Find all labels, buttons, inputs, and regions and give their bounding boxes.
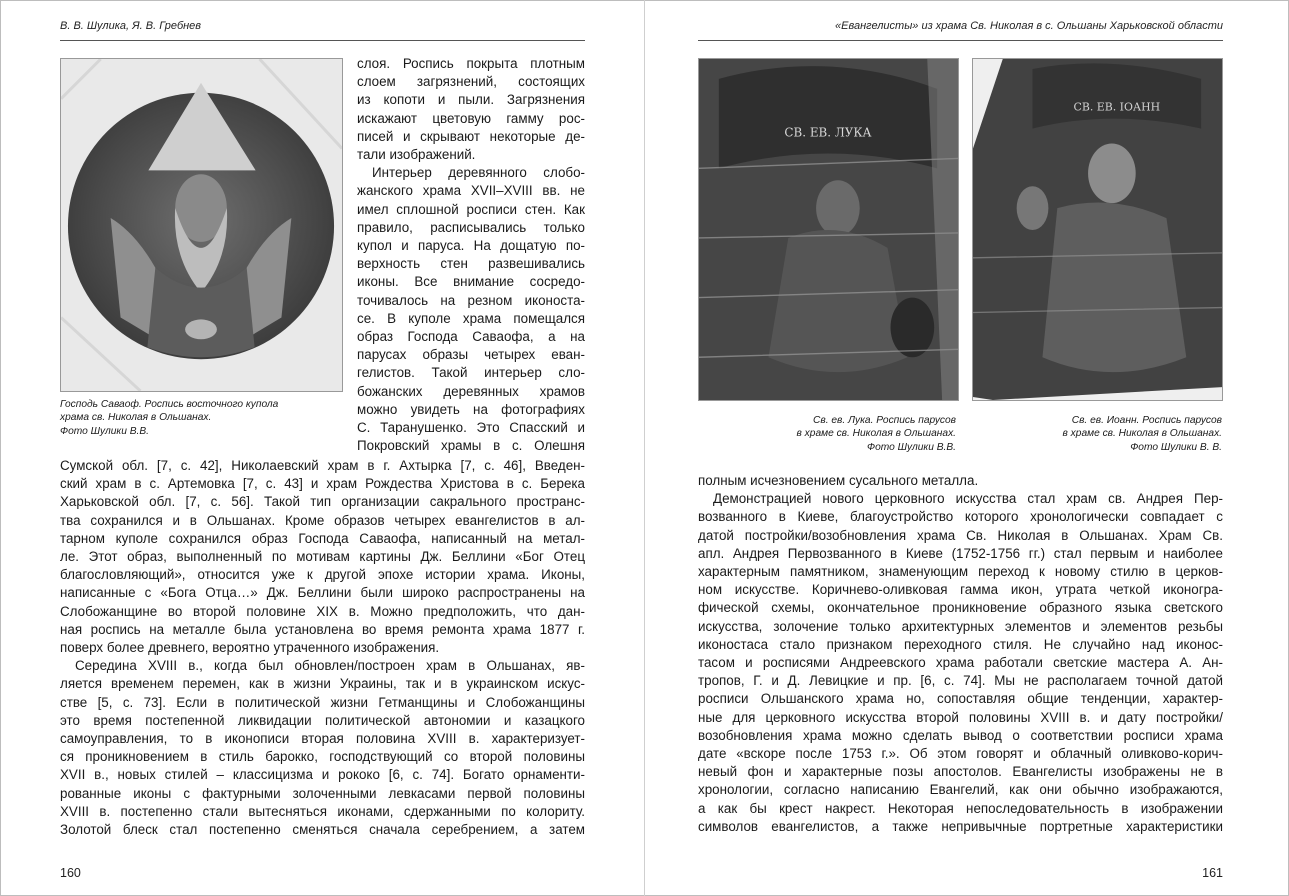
- text-line: образ Господа Саваофа, а на: [357, 329, 585, 344]
- text-line: XVIII в. постепенно стали вытесняться иконами, сдержанными по колориту.: [60, 803, 585, 819]
- text-line: иконостаса стало признаком переходного стиля. Не случайно над иконос-: [698, 636, 1223, 652]
- text-line: Покровский храмы в с. Олешня: [357, 438, 585, 454]
- text-line: Слобожанщине во второй половине XIX в. Можно предположить, что дан-: [60, 603, 585, 619]
- text-line: С. Таранушенко. Это Спасский и: [357, 420, 585, 435]
- caption-line: храма св. Николая в Ольшанах.: [60, 412, 212, 424]
- text-line: се. В куполе храма помещался: [357, 310, 585, 326]
- text-line: ле. Этот образ, выполненный по мотивам картины Дж. Беллини «Бог Отец: [60, 549, 585, 564]
- text-line: фической схемы, окончательное проникновение образного языка светского: [698, 600, 1223, 616]
- text-line: тва сохранился и в Ольшанах. Кроме образов четырех евангелистов в ал-: [60, 512, 585, 528]
- text-line: божанских деревянных храмов: [357, 383, 585, 399]
- text-line: Харьковской обл. [7, с. 56]. Такой тип организации сакрального пространс-: [60, 494, 585, 510]
- text-line: возобновления храма можно сделать вывод о соответствии росписи храма: [698, 727, 1223, 743]
- text-line: тасом и росписями Андреевского храма работали светские мастера А. Ан-: [698, 655, 1223, 670]
- right-page-number: 161: [1202, 866, 1223, 880]
- text-line: дате «вскоре после 1753 г.». Об этом говорят и облачный оливково-корич-: [698, 746, 1223, 761]
- text-line: иконы. Все внимание сосредо-: [357, 274, 585, 290]
- text-line: ные для церковного искусства второй половины XVIII в. и дату постройки/: [698, 709, 1223, 725]
- luke-image: [699, 59, 958, 400]
- text-line: жанского храма XVII–XVIII вв. не: [357, 183, 585, 199]
- text-line: из копоти и пыли. Загрязнения: [357, 92, 585, 108]
- left-running-head: В. В. Шулика, Я. В. Гребнев: [60, 20, 202, 32]
- right-running-head: «Евангелисты» из храма Св. Николая в с. Ольшаны Харьковской области: [835, 20, 1223, 32]
- caption-line: Господь Саваоф. Роспись восточного купола: [60, 399, 279, 410]
- text-line: символов евангелистов, а также непривычные портретные характеристики: [698, 818, 1223, 834]
- text-line: ский храм в с. Артемовка [7, с. 43] и храм Рождества Христова в с. Берека: [60, 476, 585, 492]
- text-line: поверх более древнего, вероятно утраченного изображения.: [60, 640, 440, 655]
- text-line: гелистов. Такой интерьер сло-: [357, 365, 585, 381]
- caption-line: Фото Шулики В.В.: [867, 441, 956, 453]
- text-line: полным исчезновением сусального металла.: [698, 473, 979, 488]
- john-image: [973, 59, 1222, 400]
- text-line: рованные иконы с фактурными золоченными левкасами первой половины: [60, 785, 585, 801]
- text-line: тарном куполе сохранился образ Господа Саваофа, написанный на метал-: [60, 530, 585, 546]
- text-line: искажают цветовую гамму рос-: [357, 110, 585, 126]
- text-line: апл. Андрея Первозванного в Киеве (1752-1756 гг.) стал первым и наиболее: [698, 545, 1223, 561]
- text-line: написанные с «Бога Отца…» Дж. Беллини были широко распространены на: [60, 585, 585, 601]
- caption-line: Св. ев. Иоанн. Роспись парусов: [1071, 415, 1222, 426]
- text-line: слоя. Роспись покрыта плотным: [357, 56, 585, 71]
- text-line: Интерьер деревянного слобо-: [372, 165, 585, 181]
- text-line: писей и скрывают некоторые де-: [357, 128, 585, 144]
- right-header-rule: [698, 40, 1223, 41]
- text-line: Сумской обл. [7, с. 42], Николаевский храм в г. Ахтырка [7, с. 46], Введен-: [60, 458, 585, 473]
- text-line: верхность стен развешивались: [357, 256, 585, 272]
- text-line: купол и паруса. На дощатую по-: [357, 238, 585, 253]
- luke-photo: [698, 58, 959, 401]
- text-line: точивалось на резном иконоста-: [357, 292, 585, 308]
- text-line: ляется временем перемен, как в жизни Украины, так и в украинском искус-: [60, 676, 585, 692]
- text-line: Середина XVIII в., когда был обновлен/построен храм в Ольшанах, яв-: [75, 658, 585, 674]
- text-line: тропов, Г. и Д. Левицкие и пр. [6, с. 74]. Мы не располагаем точной датой: [698, 673, 1223, 689]
- right-page: [645, 0, 1289, 896]
- text-line: росписи Ольшанского храма но, сопоставляя общие тенденции, характер-: [698, 691, 1223, 707]
- left-page: [0, 0, 644, 896]
- caption-line: Фото Шулики В.В.: [60, 425, 149, 437]
- caption-line: в храме св. Николая в Ольшанах.: [796, 428, 956, 440]
- john-photo: [972, 58, 1223, 401]
- text-line: возванного в Киеве, благоустройство которого хронологически совпадает с: [698, 509, 1223, 525]
- text-line: ная роспись на металле была установлена во время ремонта храма 1877 г.: [60, 621, 585, 637]
- luke-inscription: СВ. ЕВ. ЛУКА: [784, 125, 872, 140]
- caption-line: Фото Шулики В. В.: [1130, 441, 1222, 453]
- text-line: самоуправления, то в иконописи вторая половина XVIII в. характеризует-: [60, 731, 585, 746]
- text-line: датой постройки/возобновления храма Св. Николая в Ольшанах. Храм Св.: [698, 527, 1223, 543]
- text-line: правило, расписывались только: [357, 219, 585, 235]
- text-line: невый фон и характерные позы апостолов. Евангелисты изображены не в: [698, 764, 1223, 780]
- text-line: хронологии, согласно написанию Евангелий, как они обычно изображаются,: [698, 782, 1223, 798]
- text-line: стве [5, с. 73]. Если в политической жизни Гетманщины и Слобожанщины: [60, 694, 585, 710]
- text-line: XVII в., новых стилей – классицизма и рококо [6, с. 74]. Богато орнаменти-: [60, 767, 585, 783]
- text-line: тали изображений.: [357, 147, 476, 162]
- caption-line: в храме св. Николая в Ольшанах.: [1062, 428, 1222, 440]
- sabaoth-photo: [60, 58, 343, 392]
- text-line: это время постепенной ликвидации политической автономии и казацкого: [60, 712, 585, 728]
- sabaoth-image: [61, 59, 342, 391]
- text-line: слоем загрязнений, состоящих: [357, 74, 585, 90]
- text-line: ном искусстве. Коричнево-оливковая гамма икон, утрата четкой иконогра-: [698, 582, 1223, 598]
- text-line: благословляющий», относится уже к другой эпохе истории храма. Иконы,: [60, 567, 585, 583]
- left-header-rule: [60, 40, 585, 41]
- left-page-number: 160: [60, 866, 81, 880]
- john-inscription: СВ. ЕВ. ІОАНН: [1073, 100, 1161, 114]
- john-caption: [962, 414, 1222, 454]
- text-line: характерным памятником, знаменующим переход к новому стилю в церков-: [698, 564, 1223, 579]
- text-line: Золотой блеск стал постепенно сменяться сначала серебрением, а затем: [60, 822, 585, 837]
- sabaoth-caption: [60, 398, 350, 438]
- text-line: можно увидеть на фотографиях: [357, 401, 585, 417]
- luke-caption: [696, 414, 956, 454]
- text-line: Демонстрацией нового церковного искусства стал храм св. Андрея Пер-: [713, 491, 1223, 507]
- text-line: парусах образы четырех еван-: [357, 347, 585, 363]
- text-line: ся проникновением в стиль барокко, господствующий со второй половины: [60, 749, 585, 765]
- text-line: имел сплошной росписи стен. Как: [357, 201, 585, 217]
- text-line: искусства, золочение только архитектурных элементов и элементов резьбы: [698, 618, 1223, 634]
- text-line: а как бы крест накрест. Некоторая непоследовательность в изображении: [698, 800, 1223, 816]
- caption-line: Св. ев. Лука. Роспись парусов: [813, 415, 956, 426]
